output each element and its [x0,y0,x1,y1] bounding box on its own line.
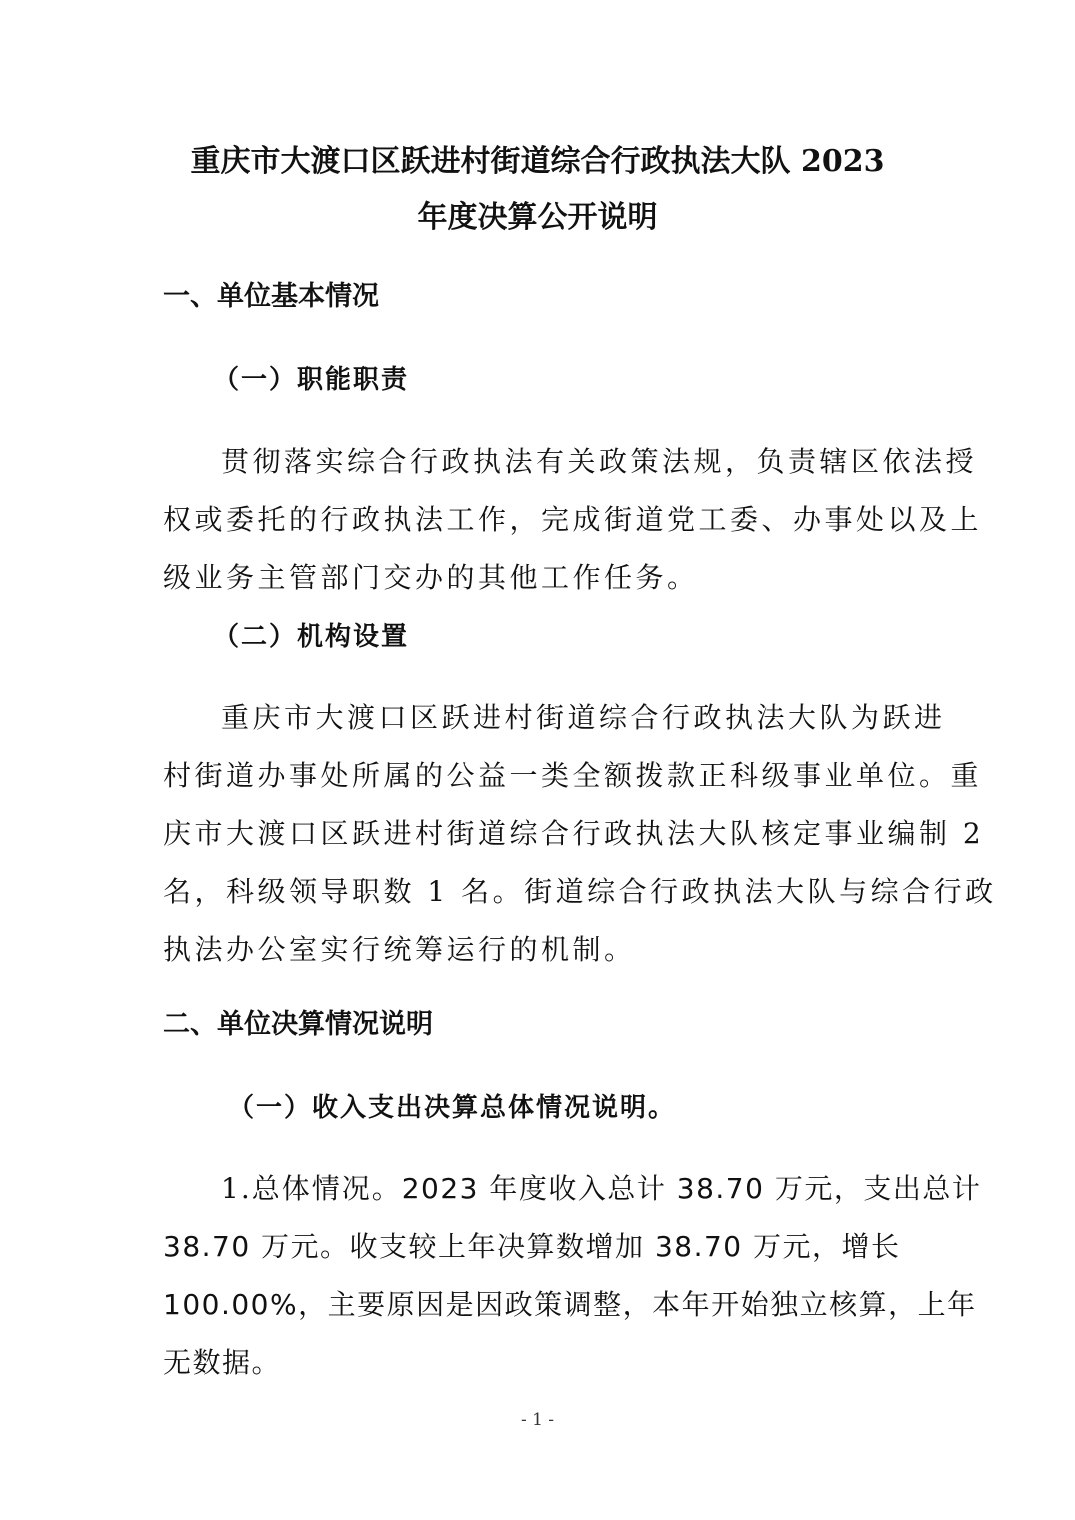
paragraph-line: 无数据。 [163,1346,282,1379]
document-title [120,134,955,246]
paragraph-line: 庆市大渡口区跃进村街道综合行政执法大队核定事业编制 2 [163,817,985,850]
paragraph-line-rest: 2023 年度收入总计 38.70 万元，支出总计 [401,1172,982,1205]
paragraph-line: 100.00%，主要原因是因政策调整，本年开始独立核算，上年 [163,1288,977,1321]
paragraph-line: 贯彻落实综合行政执法有关政策法规，负责辖区依法授 [221,445,978,478]
subsection-heading-organization: （二）机构设置 [213,622,410,652]
title-line-1: 重庆市大渡口区跃进村街道综合行政执法大队 2023 [190,144,885,179]
paragraph-line: 权或委托的行政执法工作，完成街道党工委、办事处以及上 [163,503,983,536]
subsection-heading-revenue-expenditure: （一）收入支出决算总体情况说明。 [228,1093,677,1123]
paragraph-overall-situation [163,1160,982,1392]
paragraph-line: 38.70 万元。收支较上年决算数增加 38.70 万元，增长 [163,1230,901,1263]
paragraph-line [163,1160,982,1218]
paragraph-line: 重庆市大渡口区跃进村街道综合行政执法大队为跃进 [221,701,946,734]
paragraph-lead: 1.总体情况。 [221,1172,402,1205]
page-number: - 1 - [520,1410,555,1430]
title-line-2: 年度决算公开说明 [417,200,658,235]
paragraph-organization [163,689,997,979]
paragraph-line: 村街道办事处所属的公益一类全额拨款正科级事业单位。重 [163,759,983,792]
subsection-heading-functions: （一）职能职责 [213,365,410,395]
section-heading-basic-info: 一、单位基本情况 [163,281,379,312]
paragraph-line: 执法办公室实行统筹运行的机制。 [163,933,636,966]
paragraph-line: 名，科级领导职数 1 名。街道综合行政执法大队与综合行政 [163,875,997,908]
paragraph-line: 级业务主管部门交办的其他工作任务。 [163,561,699,594]
paragraph-functions [163,433,983,607]
section-heading-final-accounts: 二、单位决算情况说明 [163,1009,433,1040]
